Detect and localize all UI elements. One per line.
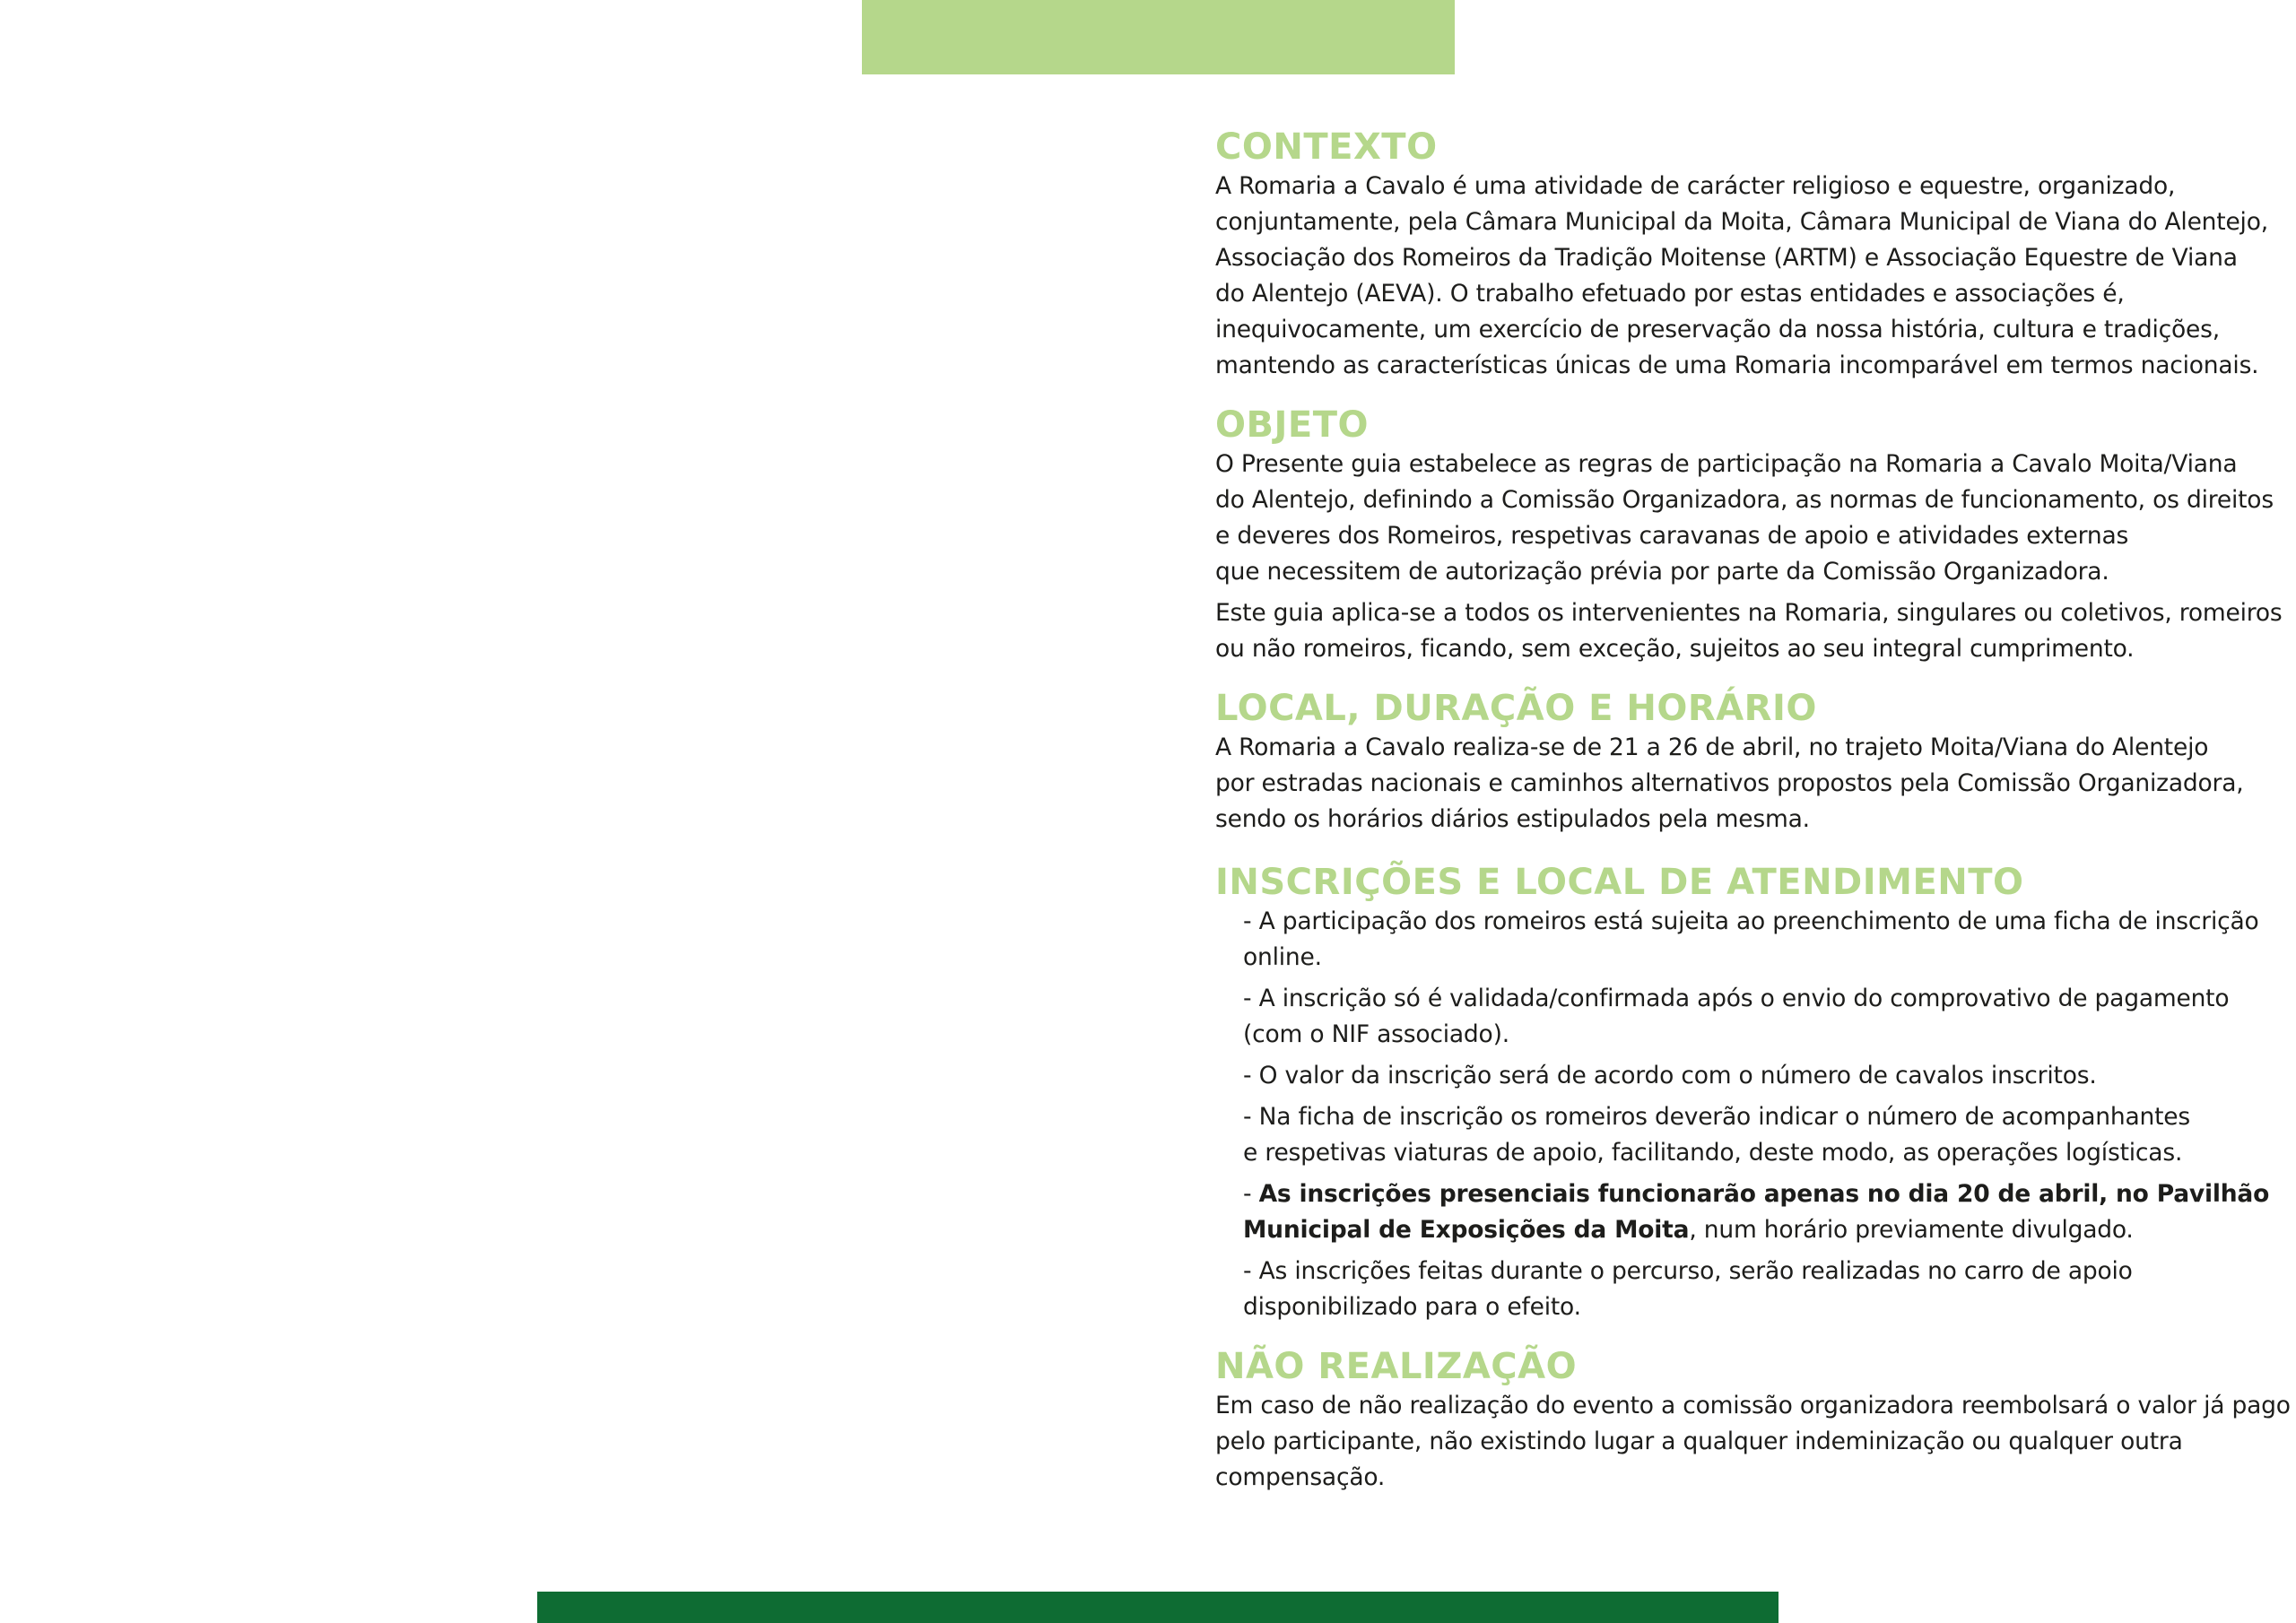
list-item [1243,1254,2265,1325]
text-line: conjuntamente, pela Câmara Municipal da Moita, Câmara Municipal de Viana do Alentejo, [1215,208,2268,236]
text-line: e respetivas viaturas de apoio, facilitando, deste modo, as operações logísticas. [1243,1139,2183,1167]
text-line: Este guia aplica-se a todos os intervenientes na Romaria, singulares ou coletivos, romeiros [1215,599,2283,627]
objeto-paragraph-2 [1215,595,2283,667]
text-line: - O valor da inscrição será de acordo com o número de cavalos inscritos. [1243,1062,2097,1089]
text-line: A Romaria a Cavalo realiza-se de 21 a 26 de abril, no trajeto Moita/Viana do Alentejo [1215,733,2209,761]
text-line: do Alentejo (AEVA). O trabalho efetuado por estas entidades e associações é, [1215,280,2125,308]
section-title-objeto: OBJETO [1215,404,1369,446]
text-line: - A inscrição só é validada/confirmada após o envio do comprovativo de pagamento [1243,985,2230,1012]
text-line: - A participação dos romeiros está sujeita ao preenchimento de uma ficha de inscrição [1243,907,2259,935]
bold-text: Municipal de Exposições da Moita [1243,1216,1690,1244]
objeto-paragraph-1 [1215,447,2274,590]
list-dash: - [1243,1180,1259,1208]
list-item [1243,1176,2270,1248]
section-title-inscricoes: INSCRIÇÕES E LOCAL DE ATENDIMENTO [1215,862,2024,903]
text-line: inequivocamente, um exercício de preservação da nossa história, cultura e tradições, [1215,316,2220,343]
text-line: disponibilizado para o efeito. [1243,1293,1581,1321]
text-line: O Presente guia estabelece as regras de participação na Romaria a Cavalo Moita/Viana [1215,450,2238,478]
text-line: (com o NIF associado). [1243,1020,1509,1048]
inscricoes-list [1215,904,2270,1325]
list-item [1243,1058,2265,1094]
text-line: compensação. [1215,1463,1386,1491]
list-item [1243,981,2265,1053]
section-title-contexto: CONTEXTO [1215,126,1438,168]
text-line: Em caso de não realização do evento a comissão organizadora reembolsará o valor já pago [1215,1392,2291,1419]
text-fragment: , num horário previamente divulgado. [1689,1216,2134,1244]
text-line: A Romaria a Cavalo é uma atividade de carácter religioso e equestre, organizado, [1215,172,2176,200]
text-line [1243,1212,2265,1248]
list-item [1243,904,2265,976]
text-line: pelo participante, não existindo lugar a qualquer indeminização ou qualquer outra [1215,1428,2183,1455]
section-contexto [1215,126,2268,384]
bold-text: As inscrições presenciais funcionarão apenas no dia 20 de abril, no Pavilhão [1258,1180,2270,1208]
text-line: online. [1243,943,1322,971]
top-accent-bar [862,0,1455,74]
text-line: - Na ficha de inscrição os romeiros deverão indicar o número de acompanhantes [1243,1103,2190,1131]
contexto-paragraph [1215,169,2268,384]
text-line: mantendo as características únicas de uma Romaria incomparável em termos nacionais. [1215,352,2259,379]
text-line: do Alentejo, definindo a Comissão Organizadora, as normas de funcionamento, os direitos [1215,486,2274,514]
text-line: - As inscrições feitas durante o percurso, serão realizadas no carro de apoio [1243,1257,2133,1285]
local-paragraph [1215,730,2265,838]
text-line: sendo os horários diários estipulados pela mesma. [1215,805,1810,833]
nao-realizacao-paragraph [1215,1388,2291,1496]
text-line [1243,1176,2270,1212]
text-line: Associação dos Romeiros da Tradição Moitense (ARTM) e Associação Equestre de Viana [1215,244,2238,272]
text-line: e deveres dos Romeiros, respetivas caravanas de apoio e atividades externas [1215,522,2129,550]
section-objeto [1215,404,2283,667]
section-inscricoes [1215,861,2270,1325]
text-line: que necessitem de autorização prévia por parte da Comissão Organizadora. [1215,558,2109,586]
list-item [1243,1099,2265,1171]
document-content [1215,126,2291,1515]
bottom-accent-bar [537,1592,1779,1623]
section-title-nao-realizacao: NÃO REALIZAÇÃO [1215,1346,1578,1387]
section-nao-realizacao [1215,1345,2291,1496]
section-local [1215,687,2265,838]
text-line: ou não romeiros, ficando, sem exceção, sujeitos ao seu integral cumprimento. [1215,635,2135,663]
section-title-local: LOCAL, DURAÇÃO E HORÁRIO [1215,688,1817,729]
text-line: por estradas nacionais e caminhos alternativos propostos pela Comissão Organizadora, [1215,769,2244,797]
